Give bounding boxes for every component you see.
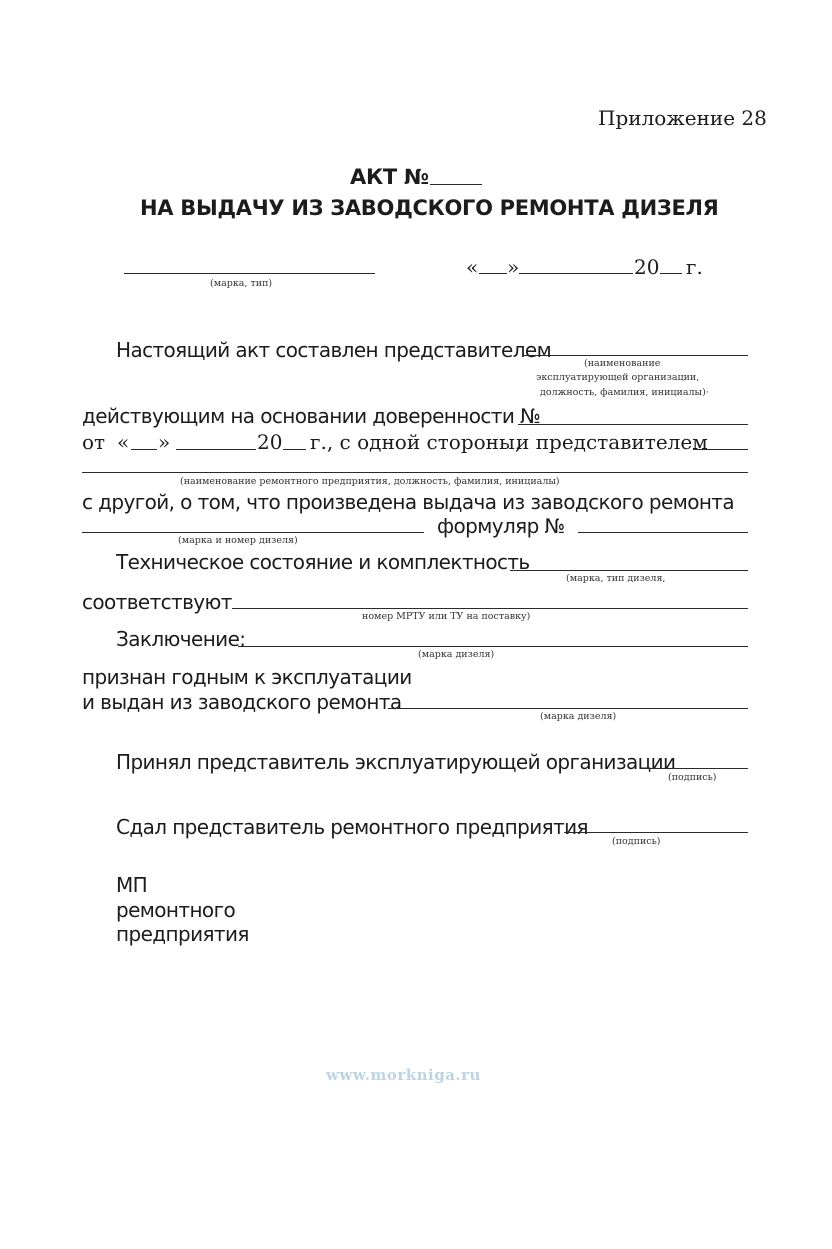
date-month-line — [519, 273, 633, 274]
handed-signature-caption: (подпись) — [612, 836, 661, 847]
logbook-line — [578, 532, 748, 533]
date-year-prefix: 20 — [634, 255, 660, 279]
handed-by-text: Сдал представитель ремонтного предприятия — [116, 815, 588, 839]
issued-from-repair-text: и выдан из заводского ремонта — [82, 690, 402, 714]
accepted-signature-line — [640, 768, 748, 769]
conforms-caption: номер МРТУ или ТУ на поставку) — [362, 611, 531, 622]
from-year-line — [283, 449, 306, 450]
brand-type-line — [124, 273, 375, 274]
and-representative-text: и представителем — [516, 430, 708, 454]
power-of-attorney-text: действующим на основании доверенности № — [82, 404, 541, 428]
operator-caption-1: (наименование — [584, 358, 661, 369]
issued-brand-caption: (марка дизеля) — [540, 711, 617, 722]
from-day-line — [131, 449, 157, 450]
repair-rep-line-1 — [693, 449, 748, 450]
watermark: www.morkniga.ru — [326, 1066, 481, 1084]
from-month-line — [176, 449, 256, 450]
handed-signature-line — [564, 832, 748, 833]
document-subtitle: НА ВЫДАЧУ ИЗ ЗАВОДСКОГО РЕМОНТА ДИЗЕЛЯ — [140, 196, 719, 220]
date-close-quote: » — [507, 255, 520, 279]
diesel-brand-number-line — [82, 532, 424, 533]
operator-caption-2: эксплуатирующей организации, — [536, 372, 700, 383]
technical-state-text: Техническое состояние и комплектность — [116, 550, 530, 574]
date-year-line — [660, 273, 682, 274]
technical-state-caption: (марка, тип дизеля, — [566, 573, 666, 584]
stamp-label: МП — [116, 873, 148, 897]
conclusion-label: Заключение: — [116, 627, 246, 651]
from-label: от — [82, 430, 106, 454]
operator-rep-line — [524, 355, 748, 356]
conforms-text: соответствуют — [82, 590, 232, 614]
conclusion-line — [238, 646, 748, 647]
repair-rep-line-2 — [82, 472, 748, 473]
appendix-label: Приложение 28 — [598, 106, 767, 130]
brand-type-caption: (марка, тип) — [210, 278, 273, 289]
one-side-text: г., с одной стороны, — [310, 430, 522, 454]
fit-for-operation-text: признан годным к эксплуатации — [82, 665, 412, 689]
conforms-line — [232, 608, 748, 609]
power-of-attorney-line — [518, 424, 748, 425]
from-close-quote: » — [158, 430, 171, 454]
issued-brand-line — [388, 708, 748, 709]
technical-state-line — [510, 570, 748, 571]
act-compiled-text: Настоящий акт составлен представителем — [116, 338, 552, 362]
act-number-title: АКТ № — [350, 165, 429, 189]
stamp-label-line3: предприятия — [116, 922, 249, 946]
date-open-quote: « — [466, 255, 479, 279]
issue-text: с другой, о том, что произведена выдача из заводского ремонта — [82, 490, 735, 514]
operator-caption-3: должность, фамилия, инициалы)· — [540, 387, 709, 398]
act-number-line — [430, 184, 482, 185]
date-day-line — [479, 273, 507, 274]
conclusion-caption: (марка дизеля) — [418, 649, 495, 660]
diesel-brand-number-caption: (марка и номер дизеля) — [178, 535, 298, 546]
from-open-quote: « — [117, 430, 130, 454]
logbook-label: формуляр № — [437, 514, 565, 538]
from-year-prefix: 20 — [257, 430, 283, 454]
date-year-suffix: г. — [686, 255, 703, 279]
stamp-label-line2: ремонтного — [116, 898, 236, 922]
repair-rep-caption: (наименование ремонтного предприятия, должность, фамилия, инициалы) — [180, 476, 560, 487]
accepted-signature-caption: (подпись) — [668, 772, 717, 783]
accepted-by-text: Принял представитель эксплуатирующей организации — [116, 750, 676, 774]
